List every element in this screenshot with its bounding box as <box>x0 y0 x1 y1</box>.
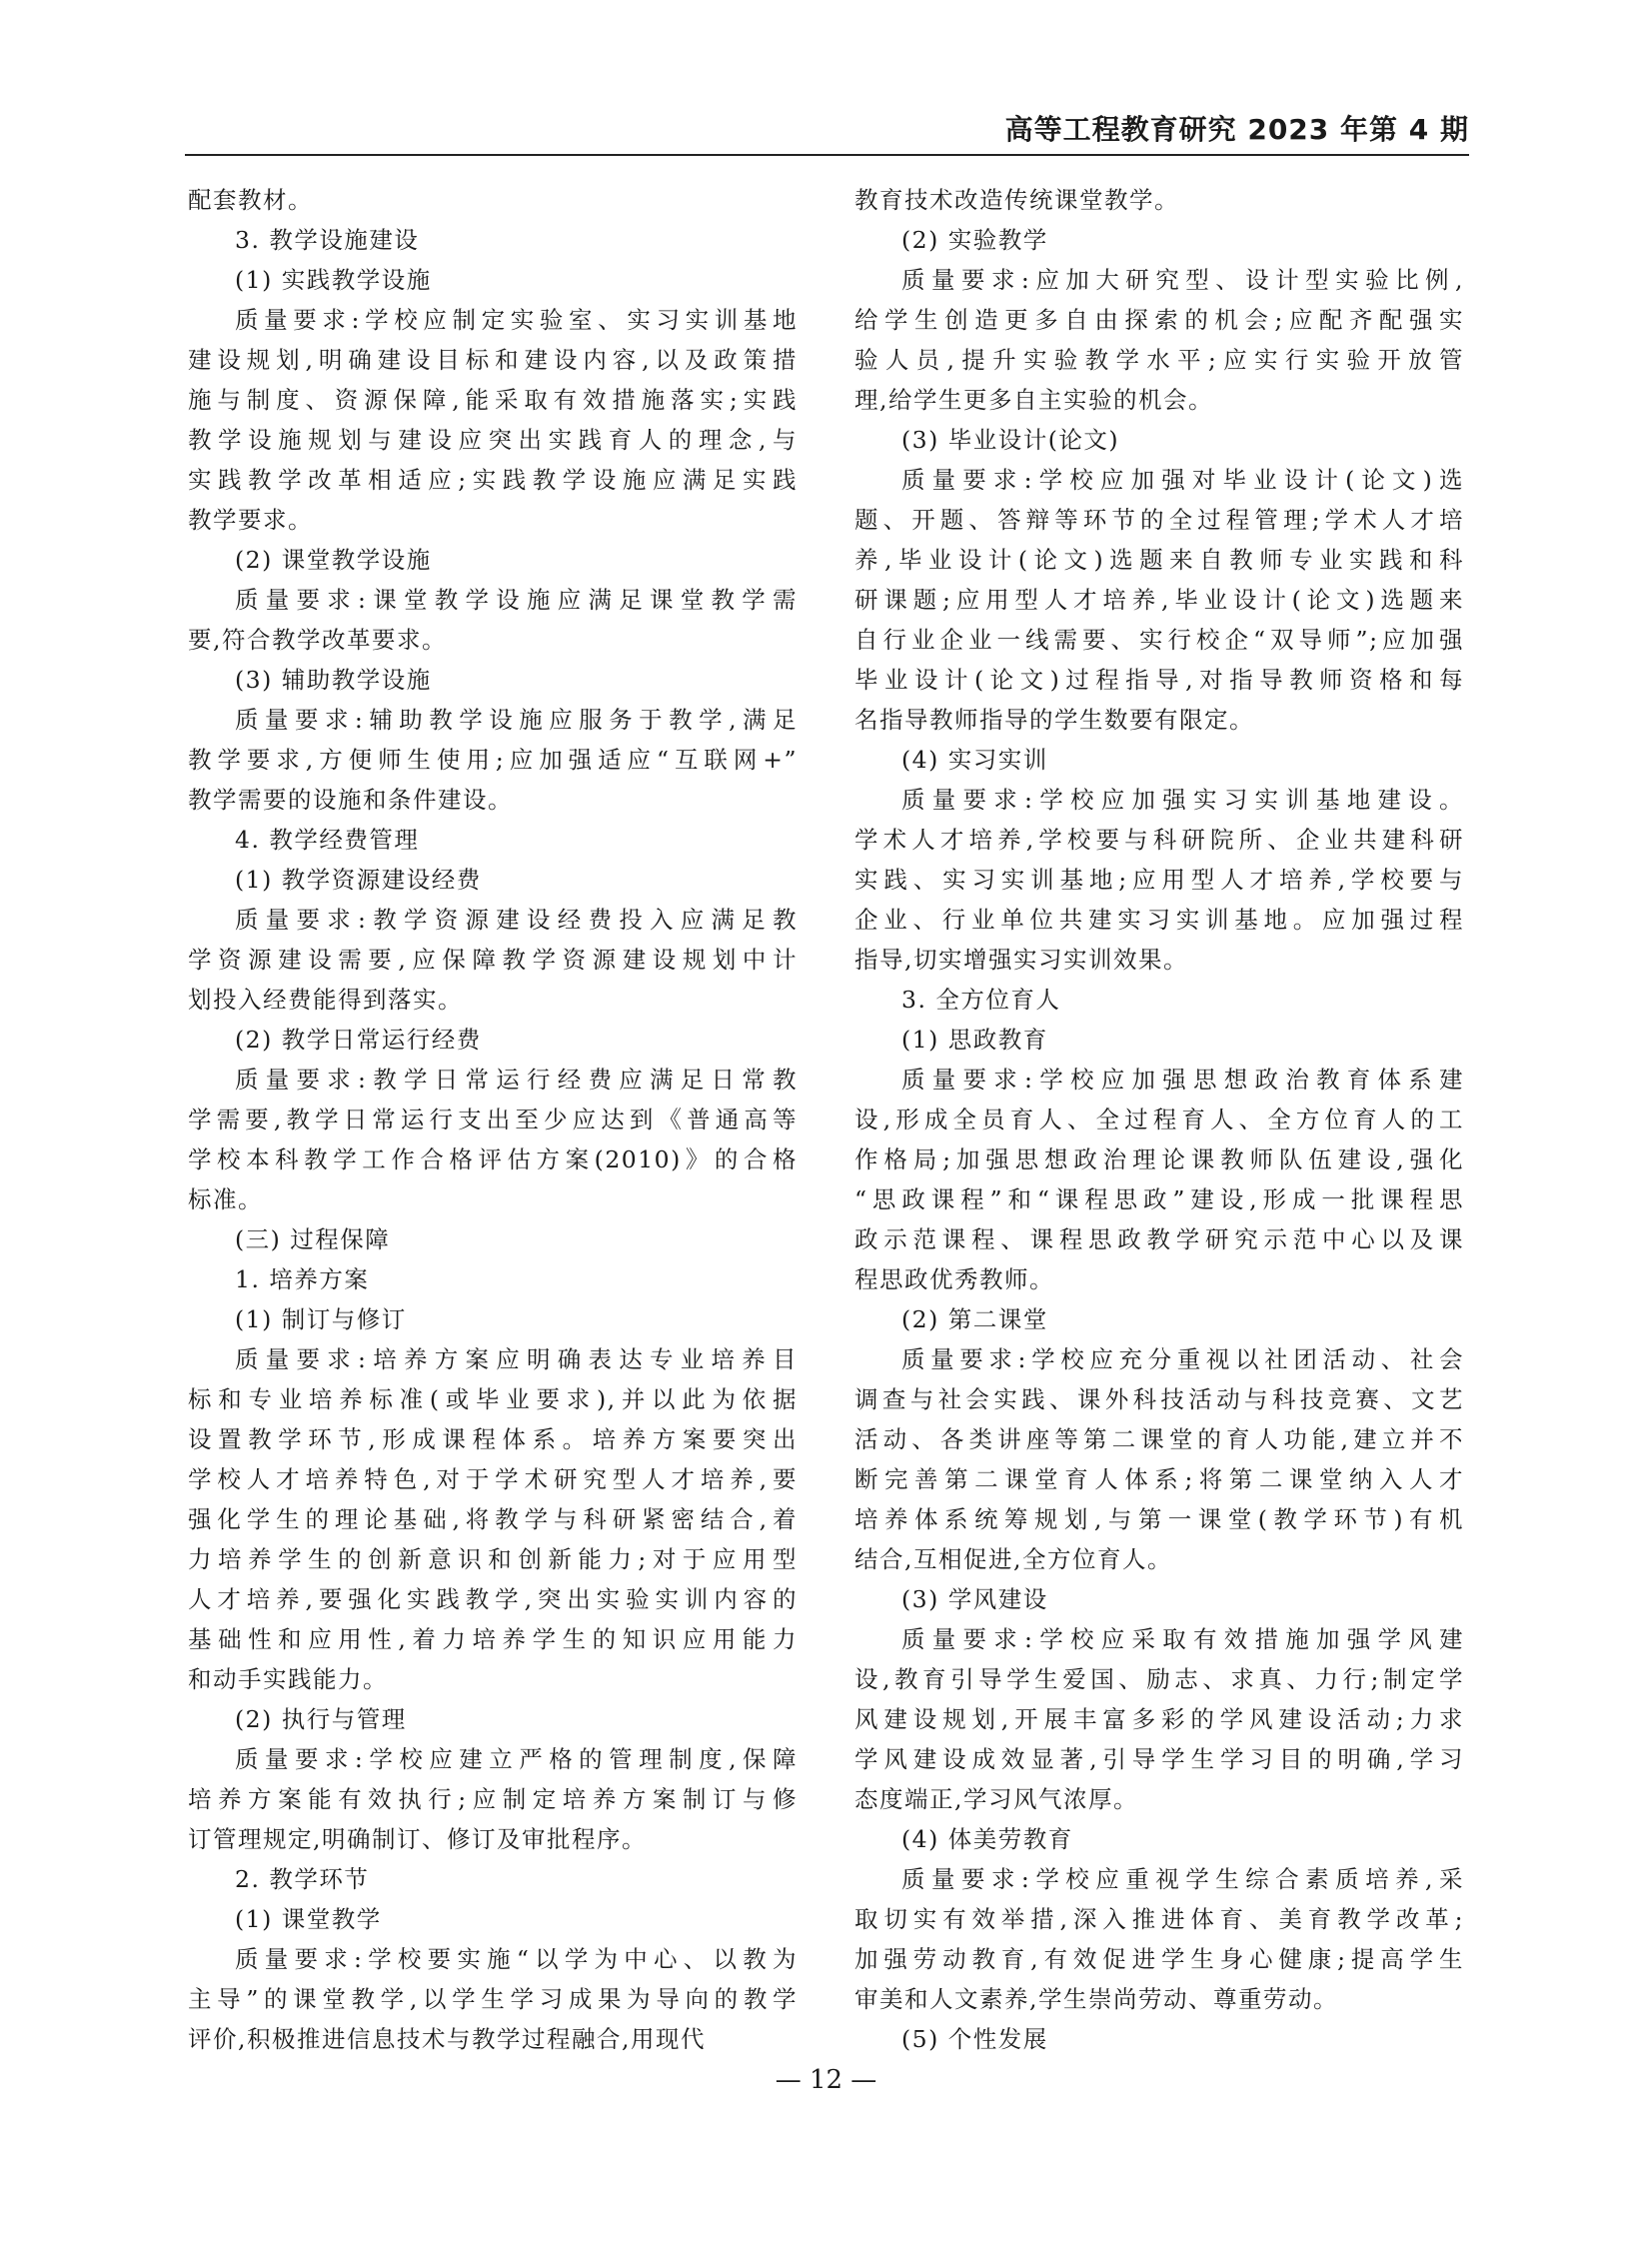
text-line: 培养方案能有效执行;应制定培养方案制订与修 <box>188 1785 798 1813</box>
text-line: 3. 教学设施建设 <box>235 226 420 254</box>
text-line: (4) 体美劳教育 <box>901 1825 1073 1853</box>
text-line: 4. 教学经费管理 <box>235 826 420 854</box>
text-line: 订管理规定,明确制订、修订及审批程序。 <box>188 1825 647 1853</box>
text-line: 学校本科教学工作合格评估方案(2010)》的合格 <box>188 1145 798 1173</box>
text-line: 设,教育引导学生爱国、励志、求真、力行;制定学 <box>854 1665 1464 1693</box>
text-line: 态度端正,学习风气浓厚。 <box>854 1785 1138 1813</box>
text-line: 质量要求:学校应采取有效措施加强学风建 <box>901 1625 1464 1653</box>
text-line: 质量要求:学校要实施“以学为中心、以教为 <box>235 1945 798 1973</box>
text-line: 划投入经费能得到落实。 <box>188 986 463 1014</box>
text-line: 质量要求:学校应加强思想政治教育体系建 <box>901 1066 1464 1094</box>
text-line: 风建设规划,开展丰富多彩的学风建设活动;力求 <box>854 1705 1464 1733</box>
text-line: 教学设施规划与建设应突出实践育人的理念,与 <box>188 426 798 454</box>
text-line: 质量要求:课堂教学设施应满足课堂教学需 <box>235 586 798 614</box>
text-line: (1) 制订与修订 <box>235 1305 407 1333</box>
text-line: (1) 实践教学设施 <box>235 266 432 294</box>
text-line: 3. 全方位育人 <box>901 986 1061 1014</box>
text-line: 评价,积极推进信息技术与教学过程融合,用现代 <box>188 2025 706 2053</box>
text-line: 学风建设成效显著,引导学生学习目的明确,学习 <box>854 1745 1464 1773</box>
text-line: (1) 教学资源建设经费 <box>235 866 482 894</box>
text-line: 实践教学改革相适应;实践教学设施应满足实践 <box>188 466 798 494</box>
text-line: 给学生创造更多自由探索的机会;应配齐配强实 <box>854 306 1464 334</box>
text-line: 验人员,提升实验教学水平;应实行实验开放管 <box>854 346 1464 374</box>
text-line: 建设规划,明确建设目标和建设内容,以及政策措 <box>188 346 798 374</box>
text-line: (2) 第二课堂 <box>901 1305 1048 1333</box>
text-line: 结合,互相促进,全方位育人。 <box>854 1545 1172 1573</box>
text-line: 教育技术改造传统课堂教学。 <box>854 186 1179 214</box>
page-number: — 12 — <box>775 2065 877 2095</box>
text-line: 程思政优秀教师。 <box>854 1265 1054 1293</box>
text-line: 学资源建设需要,应保障教学资源建设规划中计 <box>188 946 798 974</box>
text-line: 研课题;应用型人才培养,毕业设计(论文)选题来 <box>854 586 1464 614</box>
text-line: 强化学生的理论基础,将教学与科研紧密结合,着 <box>188 1505 798 1533</box>
text-line: 质量要求:学校应重视学生综合素质培养,采 <box>901 1865 1464 1893</box>
text-line: (2) 实验教学 <box>901 226 1048 254</box>
text-line: 取切实有效举措,深入推进体育、美育教学改革; <box>854 1905 1464 1933</box>
text-line: 理,给学生更多自主实验的机会。 <box>854 386 1213 414</box>
text-line: 标和专业培养标准(或毕业要求),并以此为依据 <box>188 1385 798 1413</box>
text-line: 题、开题、答辩等环节的全过程管理;学术人才培 <box>854 506 1464 534</box>
running-header: 高等工程教育研究 2023 年第 4 期 <box>1004 113 1469 146</box>
text-line: 养,毕业设计(论文)选题来自教师专业实践和科 <box>854 546 1464 574</box>
text-line: 2. 教学环节 <box>235 1865 370 1893</box>
text-line: 力培养学生的创新意识和创新能力;对于应用型 <box>188 1545 798 1573</box>
text-line: “思政课程”和“课程思政”建设,形成一批课程思 <box>854 1185 1464 1213</box>
text-line: (4) 实习实训 <box>901 746 1048 774</box>
text-line: (3) 辅助教学设施 <box>235 666 432 694</box>
text-line: 作格局;加强思想政治理论课教师队伍建设,强化 <box>854 1145 1464 1173</box>
text-line: 学校人才培养特色,对于学术研究型人才培养,要 <box>188 1465 798 1493</box>
text-line: 教学要求。 <box>188 506 313 534</box>
text-line: 质量要求:学校应充分重视以社团活动、社会 <box>901 1345 1464 1373</box>
text-line: 企业、行业单位共建实习实训基地。应加强过程 <box>854 906 1464 934</box>
text-line: 活动、各类讲座等第二课堂的育人功能,建立并不 <box>854 1425 1464 1453</box>
text-line: 质量要求:学校应加强实习实训基地建设。 <box>901 786 1464 814</box>
text-line: 加强劳动教育,有效促进学生身心健康;提高学生 <box>854 1945 1464 1973</box>
text-line: (2) 执行与管理 <box>235 1705 407 1733</box>
text-line: 人才培养,要强化实践教学,突出实验实训内容的 <box>188 1585 798 1613</box>
text-line: 设置教学环节,形成课程体系。培养方案要突出 <box>188 1425 798 1453</box>
text-line: (2) 教学日常运行经费 <box>235 1026 482 1054</box>
text-line: 培养体系统筹规划,与第一课堂(教学环节)有机 <box>854 1505 1464 1533</box>
text-line: 施与制度、资源保障,能采取有效措施落实;实践 <box>188 386 798 414</box>
text-line: 设,形成全员育人、全过程育人、全方位育人的工 <box>854 1106 1464 1133</box>
text-line: (3) 毕业设计(论文) <box>901 426 1120 454</box>
text-line: (3) 学风建设 <box>901 1585 1048 1613</box>
text-line: 质量要求:辅助教学设施应服务于教学,满足 <box>235 706 798 734</box>
text-line: 学需要,教学日常运行支出至少应达到《普通高等 <box>188 1106 798 1133</box>
text-line: 政示范课程、课程思政教学研究示范中心以及课 <box>854 1225 1464 1253</box>
text-line: 教学要求,方便师生使用;应加强适应“互联网+” <box>188 746 798 774</box>
text-line: 配套教材。 <box>188 186 313 214</box>
text-line: 质量要求:学校应建立严格的管理制度,保障 <box>235 1745 798 1773</box>
text-line: 1. 培养方案 <box>235 1265 370 1293</box>
text-line: 指导,切实增强实习实训效果。 <box>854 946 1188 974</box>
text-line: 基础性和应用性,着力培养学生的知识应用能力 <box>188 1625 798 1653</box>
text-line: 要,符合教学改革要求。 <box>188 626 447 654</box>
header-rule <box>185 154 1469 156</box>
text-line: (1) 课堂教学 <box>235 1905 382 1933</box>
text-line: 质量要求:教学日常运行经费应满足日常教 <box>235 1066 798 1094</box>
text-line: 名指导教师指导的学生数要有限定。 <box>854 706 1254 734</box>
text-line: (5) 个性发展 <box>901 2025 1048 2053</box>
text-line: 和动手实践能力。 <box>188 1665 388 1693</box>
text-line: 质量要求:应加大研究型、设计型实验比例, <box>901 266 1464 294</box>
text-line: 学术人才培养,学校要与科研院所、企业共建科研 <box>854 826 1464 854</box>
text-line: 审美和人文素养,学生崇尚劳动、尊重劳动。 <box>854 1985 1338 2013</box>
text-line: 教学需要的设施和条件建设。 <box>188 786 513 814</box>
text-line: 质量要求:学校应加强对毕业设计(论文)选 <box>901 466 1464 494</box>
text-line: (三) 过程保障 <box>235 1225 391 1253</box>
text-line: 实践、实习实训基地;应用型人才培养,学校要与 <box>854 866 1464 894</box>
text-line: (2) 课堂教学设施 <box>235 546 432 574</box>
text-line: 自行业企业一线需要、实行校企“双导师”;应加强 <box>854 626 1464 654</box>
text-line: 调查与社会实践、课外科技活动与科技竞赛、文艺 <box>854 1385 1464 1413</box>
text-line: 毕业设计(论文)过程指导,对指导教师资格和每 <box>854 666 1464 694</box>
text-line: 质量要求:教学资源建设经费投入应满足教 <box>235 906 798 934</box>
text-line: (1) 思政教育 <box>901 1026 1048 1054</box>
text-line: 标准。 <box>188 1185 263 1213</box>
left-column <box>188 180 798 2059</box>
text-line: 主导”的课堂教学,以学生学习成果为导向的教学 <box>188 1985 798 2013</box>
text-line: 质量要求:学校应制定实验室、实习实训基地 <box>235 306 798 334</box>
text-line: 质量要求:培养方案应明确表达专业培养目 <box>235 1345 798 1373</box>
text-line: 断完善第二课堂育人体系;将第二课堂纳入人才 <box>854 1465 1464 1493</box>
right-column <box>854 180 1464 2059</box>
